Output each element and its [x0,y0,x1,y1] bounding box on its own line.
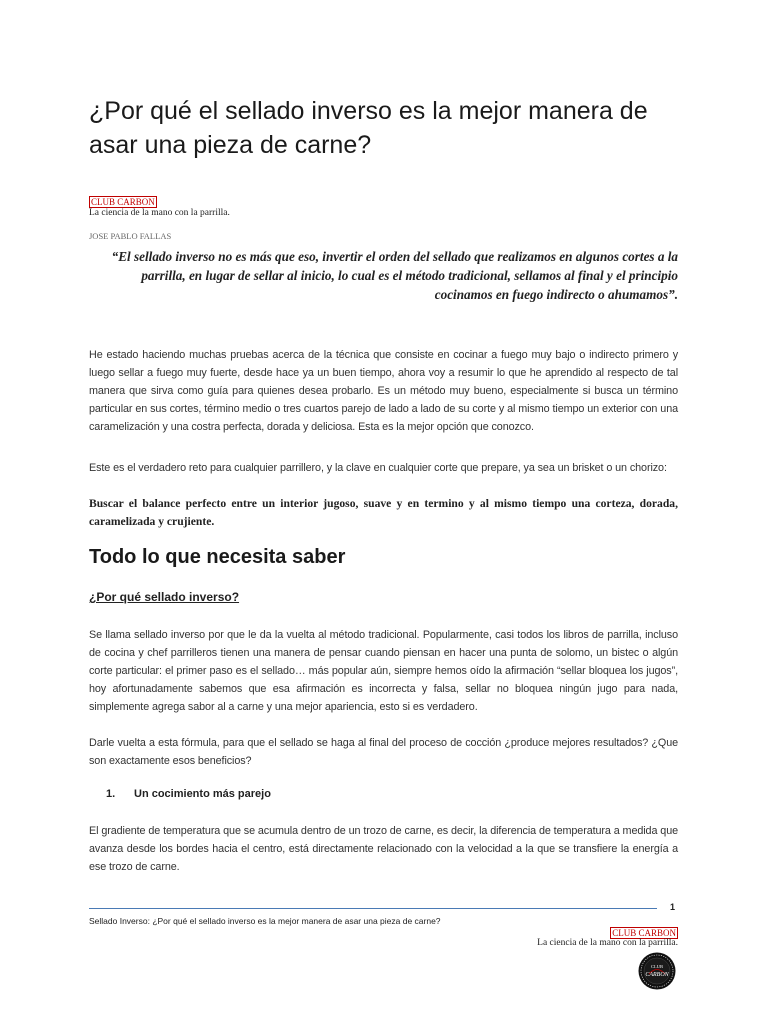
club-tagline: La ciencia de la mano con la parrilla. [89,208,230,218]
club-carbon-logo [638,952,676,990]
page-number: 1 [670,902,676,912]
section-heading: Todo lo que necesita saber [89,546,346,568]
paragraph-why: Se llama sellado inverso por que le da la vuelta al método tradicional. Popularmente, casi todos los libros de parrilla, incluso de cocina y chef parrilleros tienen una manera de pensar cuando piensan en hacer una punta de solomo, un bistec o algún corte particular: el primer paso es el sellado… más popular aún, siempre hemos oído la afirmación “sellar bloquea los jugos”, hoy afortunadamente sabemos que esa afirmación es incorrecta y falsa, sellar no bloquea ningún jugo para nada, simplemente agrega sabor al a carne y una mejor apariencia, esto si es verdadero. [89,629,678,713]
footer-title: Sellado Inverso: ¿Por qué el sellado inverso es la mejor manera de asar una pieza de carne? [89,916,441,926]
list-item-1 [106,788,271,800]
logo-text-top: CLUB [650,964,664,969]
subsection-heading: ¿Por qué sellado inverso? [89,590,240,604]
logo-text-main: CARBON [645,972,669,978]
paragraph-challenge: Este es el verdadero reto para cualquier parrillero, y la clave en cualquier corte que prepare, ya sea un brisket o un chorizo: [89,462,667,474]
list-item-label: Un cocimiento más parejo [134,788,271,800]
document-title: ¿Por qué el sellado inverso es la mejor manera de asar una pieza de carne? [89,97,648,159]
paragraph-formula: Darle vuelta a esta fórmula, para que el sellado se haga al final del proceso de cocción ¿produce mejores resultados? ¿Que son exactamente esos beneficios? [89,737,678,767]
intro-quote: “El sellado inverso no es más que eso, invertir el orden del sellado que realizamos en algunos cortes a la parrilla, en lugar de sellar al inicio, lo cual es el método tradicional, sellamos al final y el principio cocinamos en fuego indirecto o ahumamos”. [111,249,678,302]
list-number: 1. [106,788,116,800]
paragraph-balance: Buscar el balance perfecto entre un interior jugoso, suave y en termino y al mismo tiempo una corteza, dorada, caramelizada y crujiente. [89,497,678,528]
paragraph-gradient: El gradiente de temperatura que se acumula dentro de un trozo de carne, es decir, la diferencia de temperatura a medida que avanza desde los bordes hacia el centro, está directamente relacionado con la velocidad a la que se transfiere la energía a ese trozo de carne. [89,825,678,873]
footer-divider [89,908,657,909]
author-name: JOSE PABLO FALLAS [89,231,172,241]
footer-tagline: La ciencia de la mano con la parrilla. [537,938,678,948]
paragraph-intro: He estado haciendo muchas pruebas acerca de la técnica que consiste en cocinar a fuego muy bajo o indirecto primero y luego sellar a fuego muy fuerte, desde hace ya un buen tiempo, ahora voy a resumir lo que he aprendido al respecto de tal manera que sirva como guía para quienes desea probarlo. Es un método muy bueno, especialmente si busca un término particular en sus cortes, término medio o tres cuartos parejo de lado a lado de su corte y al mismo tiempo un exterior con una caramelización y una costra perfecta, dorada y deliciosa. Esta es la mejor opción que conozco. [89,349,678,433]
club-name-tag: CLUB CARBON [91,197,155,207]
footer-club-tag: CLUB CARBON [612,928,676,938]
